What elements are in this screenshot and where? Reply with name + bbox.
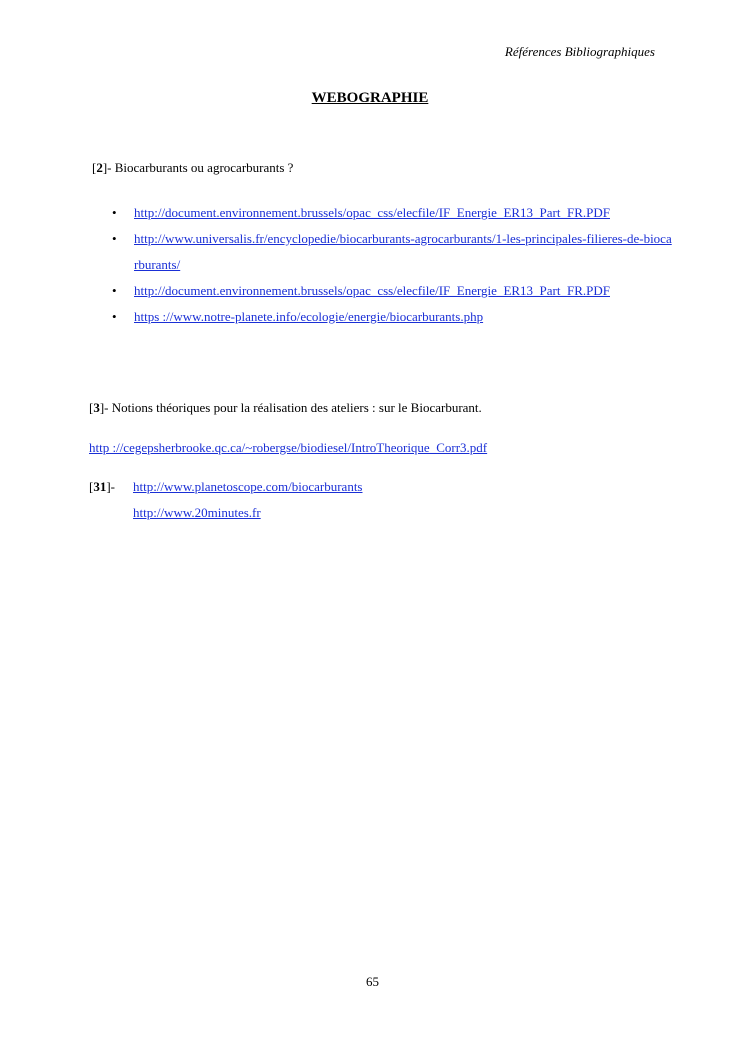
list-item [112,200,672,226]
running-header: Références Bibliographiques [504,44,655,59]
reference-link[interactable]: http://document.environnement.brussels/opac_css/elecfile/IF_Energie_ER13_Part_FR.PDF [134,205,610,220]
list-item [112,226,672,278]
bullet-icon: • [112,231,117,246]
reference-2-link-list [112,200,672,330]
reference-title: ]- [106,479,116,494]
reference-31-link-2[interactable]: http://www.20minutes.fr [133,505,261,520]
bullet-icon: • [112,283,117,298]
reference-title: ]- Notions théoriques pour la réalisation des ateliers : sur le Biocarburant. [99,400,482,415]
reference-number: 2 [96,160,103,175]
reference-31-heading: [31]- [89,479,116,494]
reference-link[interactable]: http://document.environnement.brussels/opac_css/elecfile/IF_Energie_ER13_Part_FR.PDF [134,283,610,298]
reference-31-link-1[interactable]: http://www.planetoscope.com/biocarburants [133,479,363,494]
bullet-icon: • [112,309,117,324]
list-item [112,278,672,304]
reference-number: 3 [93,400,100,415]
list-item [112,304,672,330]
reference-2-heading: [2]- Biocarburants ou agrocarburants ? [92,160,294,175]
reference-3-link[interactable]: http ://cegepsherbrooke.qc.ca/~robergse/biodiesel/IntroTheorique_Corr3.pdf [89,440,488,455]
page-number: 65 [366,974,379,989]
reference-3-heading: [3]- Notions théoriques pour la réalisation des ateliers : sur le Biocarburant. [89,400,482,415]
reference-link[interactable]: http://www.universalis.fr/encyclopedie/biocarburants-agrocarburants/1-les-principales-filieres-de-biocarburants/ [134,231,672,272]
page-title: WEBOGRAPHIE [311,90,429,106]
reference-title: ]- Biocarburants ou agrocarburants ? [102,160,294,175]
bullet-icon: • [112,205,117,220]
reference-link[interactable]: https ://www.notre-planete.info/ecologie/energie/biocarburants.php [134,309,484,324]
reference-number: 31 [93,479,107,494]
